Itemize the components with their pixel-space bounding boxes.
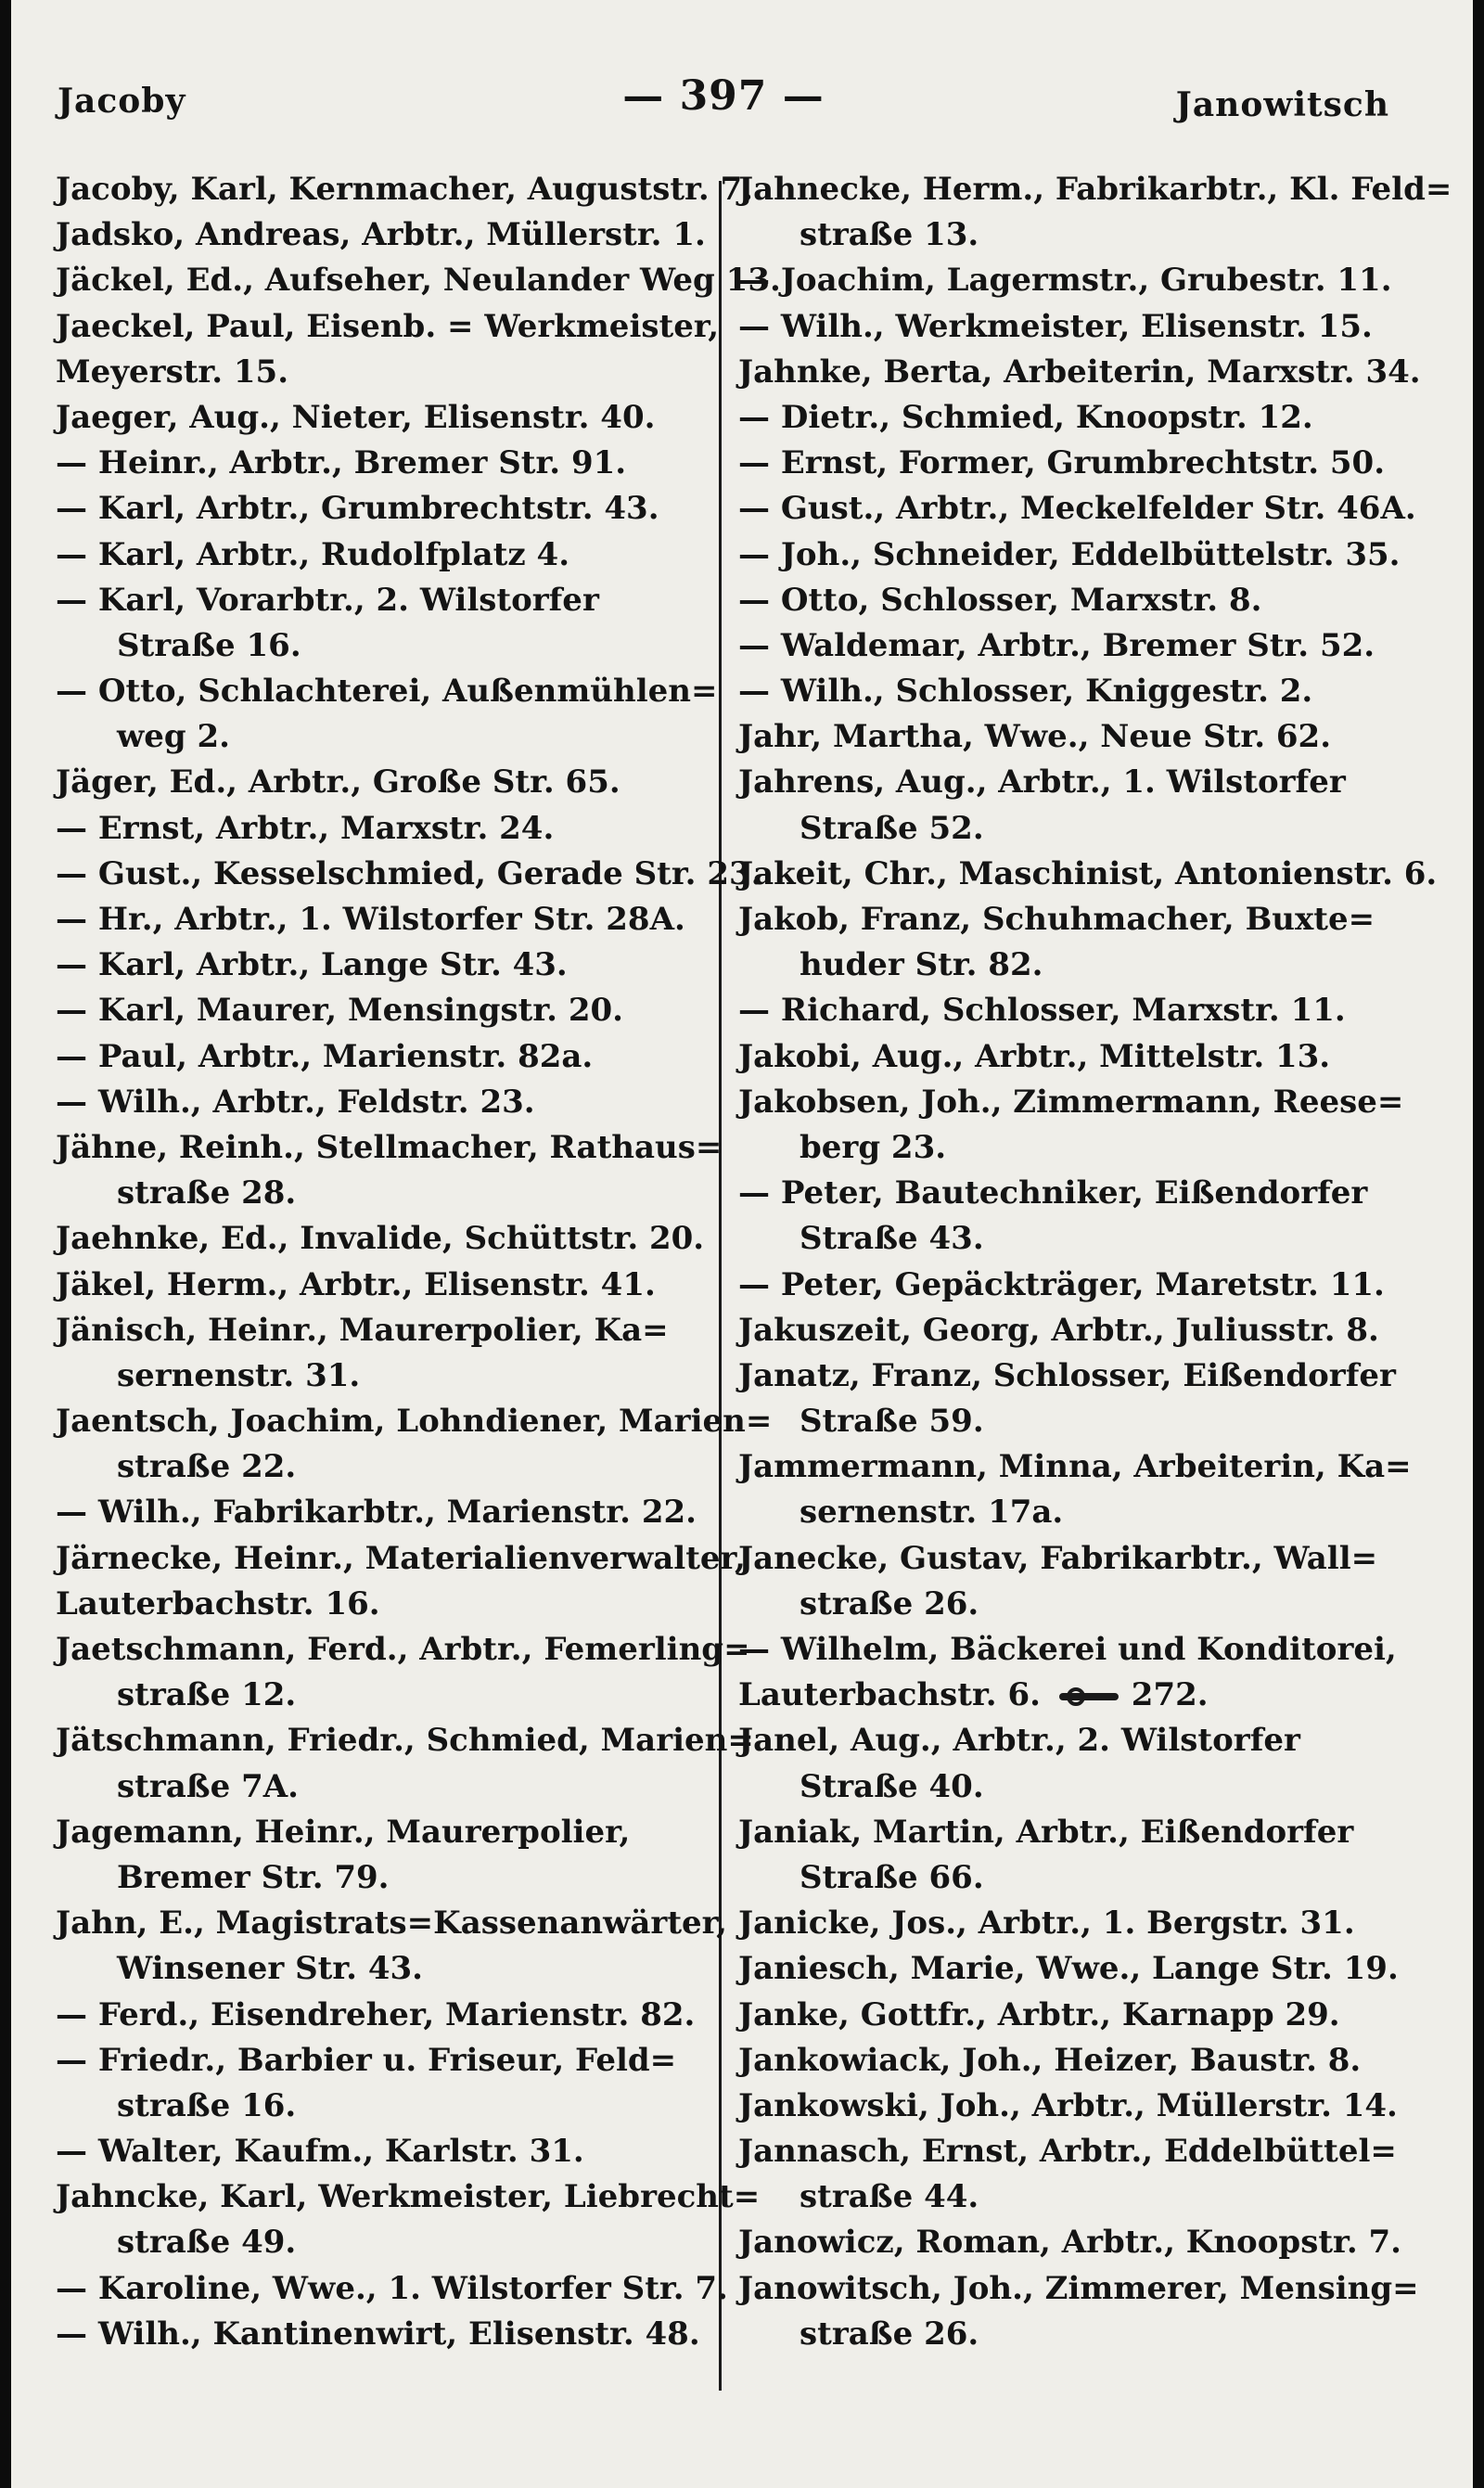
entry-text: — Wilh., Kantinenwirt, Elisenstr. 48.	[56, 2315, 700, 2353]
entry-text: — Dietr., Schmied, Knoopstr. 12.	[738, 398, 1313, 436]
directory-entry-line	[738, 2220, 1401, 2265]
entry-text: — Joh., Schneider, Eddelbüttelstr. 35.	[738, 535, 1401, 573]
directory-entry-line	[738, 1490, 1388, 1535]
directory-entry-line	[56, 714, 705, 760]
left-column	[56, 167, 781, 2357]
entry-text: — Ferd., Eisendreher, Marienstr. 82.	[56, 1995, 696, 2033]
entry-text: Järnecke, Heinr., Materialienverwalter,	[56, 1539, 746, 1577]
entry-text: Jahnecke, Herm., Fabrikarbtr., Kl. Feld=	[738, 171, 1452, 208]
entry-text: Jagemann, Heinr., Maurerpolier,	[56, 1813, 631, 1851]
entry-text: Jätschmann, Friedr., Schmied, Marien=	[56, 1722, 754, 1760]
entry-text: Jankowiack, Joh., Heizer, Baustr. 8.	[738, 2041, 1362, 2079]
directory-entry-line	[56, 2038, 705, 2084]
entry-text: Jahn, E., Magistrats=Kassenanwärter,	[56, 1904, 727, 1943]
directory-entry-line	[738, 1399, 1388, 1444]
entry-text: — Gust., Kesselschmied, Gerade Str. 23.	[56, 854, 762, 892]
directory-entry-line	[738, 1171, 1388, 1216]
entry-text: Janowicz, Roman, Arbtr., Knoopstr. 7.	[738, 2224, 1401, 2262]
entry-text: straße 49.	[117, 2224, 297, 2262]
page-number: — 397 —	[622, 72, 825, 120]
entry-text: straße 13.	[800, 216, 979, 254]
entry-text: straße 7A.	[117, 1767, 299, 1805]
entry-text: Jannasch, Ernst, Arbtr., Eddelbüttel=	[738, 2133, 1397, 2171]
entry-text: Jahnke, Berta, Arbeiterin, Marxstr. 34.	[738, 353, 1421, 391]
entry-text: Jaeckel, Paul, Eisenb. = Werkmeister,	[56, 307, 720, 345]
directory-entry-line	[738, 2129, 1397, 2174]
entry-text: — Joachim, Lagermstr., Grubestr. 11.	[738, 262, 1392, 300]
entry-text: Jakobsen, Joh., Zimmermann, Reese=	[738, 1083, 1404, 1121]
page-header	[58, 72, 1389, 137]
directory-entry-line	[56, 212, 705, 258]
directory-entry-line	[738, 1125, 1388, 1171]
directory-entry-line	[56, 2220, 705, 2265]
directory-entry-line	[738, 350, 1421, 395]
entry-text: sernenstr. 31.	[117, 1356, 361, 1394]
entry-text: — Wilhelm, Bäckerei und Konditorei,	[738, 1631, 1397, 1668]
entry-text: Jänisch, Heinr., Maurerpolier, Ka=	[56, 1311, 669, 1349]
entry-text: — Ernst, Arbtr., Marxstr. 24.	[56, 809, 555, 847]
entry-text: Bremer Str. 79.	[117, 1858, 390, 1896]
entry-text: Lauterbachstr. 16.	[56, 1584, 380, 1622]
entry-text: straße 26.	[800, 1584, 979, 1622]
entry-text: Jahr, Martha, Wwe., Neue Str. 62.	[738, 718, 1332, 756]
entry-text: Jaentsch, Joachim, Lohndiener, Marien=	[56, 1403, 773, 1441]
directory-entry-line	[738, 1444, 1412, 1490]
entry-text: straße 22.	[117, 1448, 297, 1486]
header-left-catchword: Jacoby	[58, 82, 186, 121]
directory-entry-line	[738, 988, 1388, 1033]
directory-entry-line	[738, 669, 1388, 714]
directory-page	[11, 0, 1473, 2488]
entry-text: straße 28.	[117, 1174, 297, 1212]
entry-text: Jadsko, Andreas, Arbtr., Müllerstr. 1.	[56, 216, 706, 254]
entry-text: Janecke, Gustav, Fabrikarbtr., Wall=	[738, 1539, 1378, 1577]
entry-text: — Karl, Arbtr., Grumbrechtstr. 43.	[56, 490, 659, 528]
directory-entry-line	[738, 1810, 1388, 1855]
directory-entry-line	[56, 1399, 773, 1444]
directory-entry-line	[56, 2129, 705, 2174]
directory-entry-line	[56, 441, 705, 486]
directory-entry-line	[56, 1810, 705, 1855]
entry-text: Jäger, Ed., Arbtr., Große Str. 65.	[56, 763, 620, 802]
directory-entry-line	[738, 897, 1388, 943]
entry-text: Winsener Str. 43.	[117, 1950, 423, 1988]
directory-entry-line	[56, 2266, 728, 2312]
directory-entry-line	[738, 1034, 1388, 1080]
entry-text: — Wilh., Schlosser, Kniggestr. 2.	[738, 673, 1313, 711]
entry-text: — Otto, Schlosser, Marxstr. 8.	[738, 581, 1262, 619]
directory-entry-line	[56, 1901, 727, 1946]
directory-entry-line	[56, 897, 705, 943]
entry-text: — Gust., Arbtr., Meckelfelder Str. 46A.	[738, 490, 1416, 528]
entry-text: — Richard, Schlosser, Marxstr. 11.	[738, 992, 1346, 1030]
entry-text: Straße 59.	[800, 1403, 984, 1441]
directory-entry-line	[56, 2084, 705, 2129]
directory-entry-line	[738, 1536, 1388, 1582]
directory-entry-line	[738, 532, 1401, 578]
entry-text: Jähne, Reinh., Stellmacher, Rathaus=	[56, 1128, 723, 1166]
entry-text: — Friedr., Barbier u. Friseur, Feld=	[56, 2041, 677, 2079]
directory-entry-line	[738, 714, 1388, 760]
entry-text: weg 2.	[117, 718, 231, 756]
directory-entry-line	[56, 1855, 705, 1901]
directory-entry-line	[738, 852, 1438, 897]
directory-entry-line	[738, 1764, 1388, 1810]
directory-entry-line	[56, 760, 705, 805]
entry-text: Jaehnke, Ed., Invalide, Schüttstr. 20.	[56, 1220, 705, 1258]
directory-entry-line	[738, 1080, 1404, 1125]
directory-entry-line	[56, 532, 705, 578]
directory-entry-line	[738, 578, 1388, 623]
right-column	[738, 167, 1452, 2357]
entry-text: — Ernst, Former, Grumbrechtstr. 50.	[738, 444, 1386, 482]
entry-text: straße 44.	[800, 2178, 979, 2216]
directory-entry-line	[56, 2174, 761, 2220]
directory-entry-line	[56, 1582, 705, 1627]
directory-entry-line	[738, 2312, 1388, 2357]
entry-text: — Karl, Arbtr., Lange Str. 43.	[56, 946, 568, 984]
entry-text: — Waldemar, Arbtr., Bremer Str. 52.	[738, 626, 1375, 664]
entry-text: straße 12.	[117, 1676, 297, 1714]
directory-entry-line	[56, 1353, 705, 1399]
entry-text: Jakob, Franz, Schuhmacher, Buxte=	[738, 901, 1375, 938]
entry-text: Jahncke, Karl, Werkmeister, Liebrecht=	[56, 2178, 761, 2216]
entry-text: Jaeger, Aug., Nieter, Elisenstr. 40.	[56, 398, 656, 436]
entry-text: — Walter, Kaufm., Karlstr. 31.	[56, 2133, 584, 2171]
directory-entry-line	[738, 395, 1388, 441]
entry-text: Jäckel, Ed., Aufseher, Neulander Weg 13.	[56, 262, 781, 300]
entry-text: Straße 66.	[800, 1858, 984, 1896]
directory-entry-line	[738, 1901, 1388, 1946]
entry-text: sernenstr. 17a.	[800, 1494, 1064, 1532]
directory-entry-line	[56, 1034, 705, 1080]
entry-text: Jammermann, Minna, Arbeiterin, Ka=	[738, 1448, 1412, 1486]
entry-text: Jahrens, Aug., Arbtr., 1. Wilstorfer	[738, 763, 1346, 802]
directory-entry-line	[738, 760, 1388, 805]
directory-entry-line	[738, 167, 1452, 212]
entry-text: Janel, Aug., Arbtr., 2. Wilstorfer	[738, 1722, 1300, 1760]
entry-text: Meyerstr. 15.	[56, 353, 289, 391]
directory-entry-line	[738, 258, 1392, 303]
directory-entry-line	[56, 943, 705, 988]
directory-entry-line	[738, 212, 1388, 258]
directory-entry-line	[56, 2312, 705, 2357]
directory-entry-line	[56, 1490, 705, 1535]
directory-entry-line	[56, 1718, 754, 1763]
directory-entry-line	[56, 1216, 705, 1262]
directory-entry-line	[56, 486, 705, 532]
entry-text: Jakeit, Chr., Maschinist, Antonienstr. 6.	[738, 854, 1438, 892]
entry-text: Janowitsch, Joh., Zimmerer, Mensing=	[738, 2269, 1419, 2307]
directory-entry-line	[56, 1536, 746, 1582]
directory-entry-line	[738, 2084, 1398, 2129]
directory-entry-line	[56, 258, 781, 303]
entry-text: Jacoby, Karl, Kernmacher, Auguststr. 7.	[56, 171, 754, 208]
entry-text: Straße 43.	[800, 1220, 984, 1258]
entry-text: — Peter, Bautechniker, Eißendorfer	[738, 1174, 1368, 1212]
directory-entry-line	[56, 1171, 705, 1216]
entry-text: — Wilh., Werkmeister, Elisenstr. 15.	[738, 307, 1373, 345]
entry-text: — Otto, Schlachterei, Außenmühlen=	[56, 673, 718, 711]
directory-entry-line	[738, 1993, 1388, 2038]
entry-text: straße 26.	[800, 2315, 979, 2353]
directory-entry-line	[56, 1946, 705, 1992]
directory-entry-line	[56, 1993, 705, 2038]
directory-entry-line	[738, 1308, 1388, 1353]
directory-entry-line	[738, 1855, 1388, 1901]
entry-text: Janatz, Franz, Schlosser, Eißendorfer	[738, 1356, 1396, 1394]
entry-text: Janiak, Martin, Arbtr., Eißendorfer	[738, 1813, 1354, 1851]
directory-entry-line	[56, 1263, 705, 1308]
directory-entry-line	[56, 623, 705, 669]
entry-text: — Heinr., Arbtr., Bremer Str. 91.	[56, 444, 627, 482]
directory-entry-line	[738, 1216, 1388, 1262]
directory-entry-line	[738, 623, 1388, 669]
directory-entry-line	[738, 1263, 1388, 1308]
entry-text: — Karl, Vorarbtr., 2. Wilstorfer	[56, 581, 599, 619]
header-right-catchword: Janowitsch	[1175, 85, 1389, 124]
entry-text: — Karl, Arbtr., Rudolfplatz 4.	[56, 535, 570, 573]
entry-text: Lauterbachstr. 6.	[738, 1676, 1041, 1714]
entry-text: Jakobi, Aug., Arbtr., Mittelstr. 13.	[738, 1037, 1331, 1075]
directory-entry-line	[738, 943, 1388, 988]
telephone-icon	[1057, 1686, 1122, 1708]
entry-text: Straße 16.	[117, 626, 301, 664]
directory-entry-line	[738, 806, 1388, 852]
directory-entry-line	[56, 1673, 705, 1718]
directory-entry-line	[738, 304, 1388, 350]
entry-text: — Karl, Maurer, Mensingstr. 20.	[56, 992, 623, 1030]
entry-text: straße 16.	[117, 2086, 297, 2124]
entry-text: Janiesch, Marie, Wwe., Lange Str. 19.	[738, 1950, 1399, 1988]
entry-text: huder Str. 82.	[800, 946, 1043, 984]
directory-entry-line	[738, 441, 1388, 486]
directory-entry-line	[56, 395, 705, 441]
phone-number: 272.	[1131, 1676, 1209, 1714]
directory-entry-line	[738, 1946, 1399, 1992]
entry-text: — Karoline, Wwe., 1. Wilstorfer Str. 7.	[56, 2269, 728, 2307]
directory-entry-line	[738, 2038, 1388, 2084]
directory-entry-line	[738, 486, 1416, 532]
directory-entry-line	[738, 1673, 1388, 1718]
entry-text: — Peter, Gepäckträger, Maretstr. 11.	[738, 1265, 1385, 1303]
directory-entry-line	[56, 669, 718, 714]
entry-text: Straße 52.	[800, 809, 984, 847]
directory-entry-line	[738, 2174, 1388, 2220]
directory-entry-line	[56, 304, 720, 350]
directory-entry-line	[56, 806, 705, 852]
entry-text: — Wilh., Fabrikarbtr., Marienstr. 22.	[56, 1494, 697, 1532]
directory-entry-line	[738, 2266, 1419, 2312]
directory-entry-line	[738, 1627, 1397, 1673]
entry-text: — Paul, Arbtr., Marienstr. 82a.	[56, 1037, 594, 1075]
directory-entry-line	[738, 1718, 1388, 1763]
directory-entry-line	[56, 167, 754, 212]
directory-entry-line	[56, 1764, 705, 1810]
directory-entry-line	[738, 1582, 1388, 1627]
directory-entry-line	[56, 350, 705, 395]
directory-entry-line	[56, 852, 762, 897]
entry-text: Janicke, Jos., Arbtr., 1. Bergstr. 31.	[738, 1904, 1355, 1943]
column-divider	[719, 181, 722, 2391]
directory-entry-line	[56, 1125, 723, 1171]
entry-text: — Wilh., Arbtr., Feldstr. 23.	[56, 1083, 535, 1121]
entry-text: — Hr., Arbtr., 1. Wilstorfer Str. 28A.	[56, 901, 685, 938]
directory-entry-line	[56, 988, 705, 1033]
entry-text: Janke, Gottfr., Arbtr., Karnapp 29.	[738, 1995, 1340, 2033]
directory-entry-line	[56, 1627, 750, 1673]
directory-entry-line	[56, 1444, 705, 1490]
entry-text: Jaetschmann, Ferd., Arbtr., Femerling=	[56, 1631, 750, 1668]
entry-text: Jäkel, Herm., Arbtr., Elisenstr. 41.	[56, 1265, 656, 1303]
directory-entry-line	[56, 578, 705, 623]
directory-entry-line	[738, 1353, 1396, 1399]
directory-entry-line	[56, 1080, 705, 1125]
directory-entry-line	[56, 1308, 705, 1353]
entry-text: berg 23.	[800, 1128, 947, 1166]
entry-text: Jakuszeit, Georg, Arbtr., Juliusstr. 8.	[738, 1311, 1379, 1349]
entry-text: Straße 40.	[800, 1767, 984, 1805]
entry-text: Jankowski, Joh., Arbtr., Müllerstr. 14.	[738, 2086, 1398, 2124]
